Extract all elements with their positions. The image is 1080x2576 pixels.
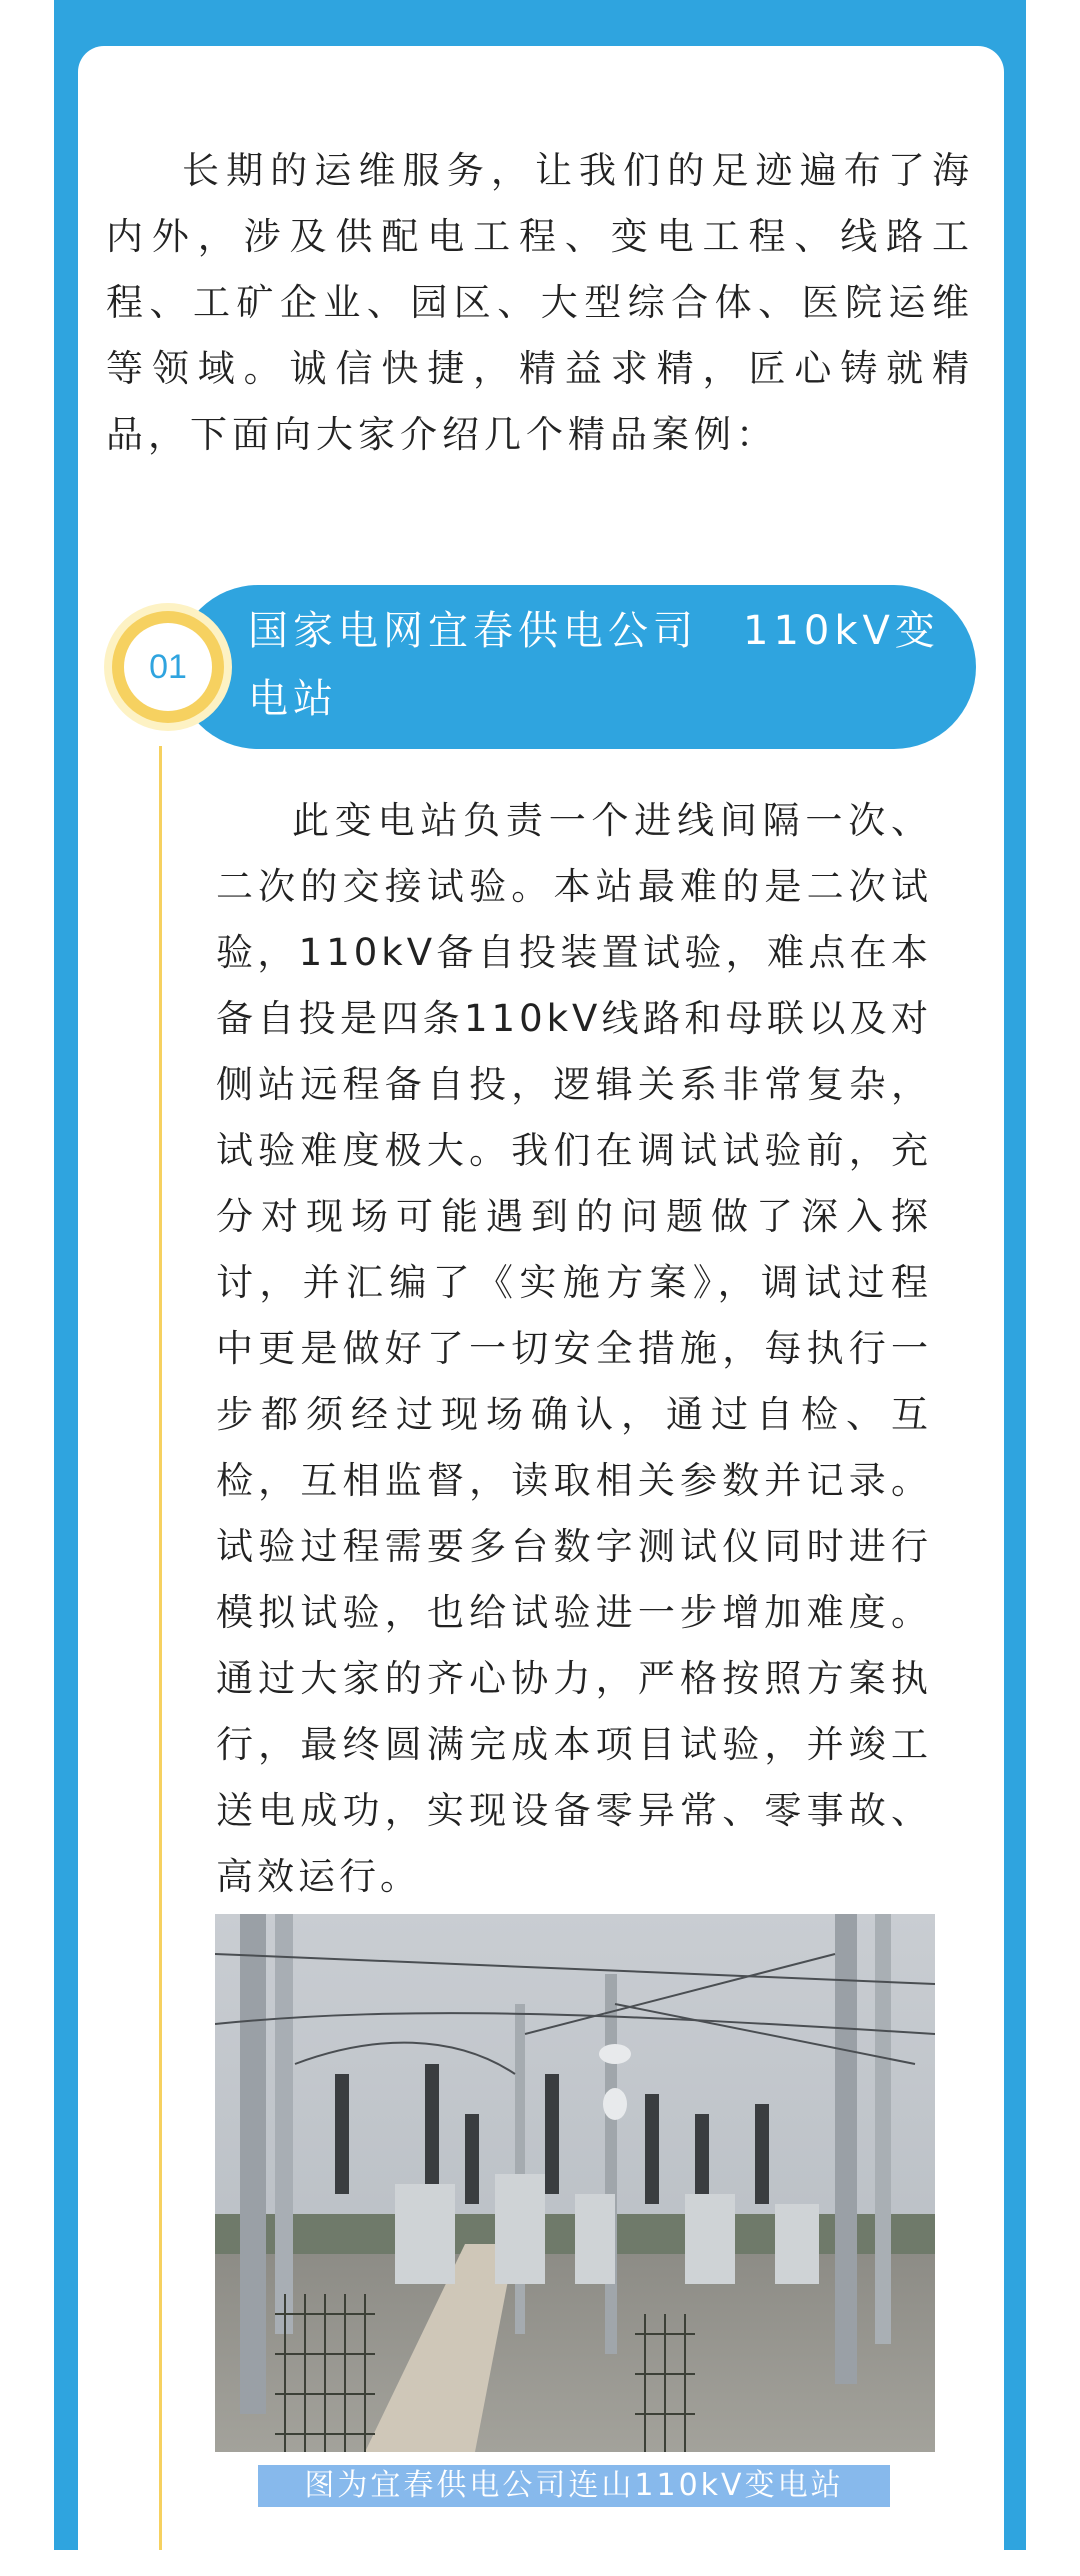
photo-caption: 图为宜春供电公司连山110kV变电站 [258,2465,890,2507]
substation-photo [215,1914,935,2452]
intro-paragraph: 长期的运维服务，让我们的足迹遍布了海内外，涉及供配电工程、变电工程、线路工程、工矿企业、园区、大型综合体、医院运维等领域。诚信快捷，精益求精，匠心铸就精品，下面向大家介绍几个精品案例： [106,149,974,456]
timeline-line [159,746,162,2550]
section-number: 01 [124,623,212,711]
section-paragraph: 此变电站负责一个进线间隔一次、二次的交接试验。本站最难的是二次试验，110kV备自投装置试验，难点在本备自投是四条110kV线路和母联以及对侧站远程备自投，逻辑关系非常复杂，试验难度极大。我们在调试试验前，充分对现场可能遇到的问题做了深入探讨，并汇编了《实施方案》，调试过程中更是做好了一切安全措施，每执行一步都须经过现场确认，通过自检、互检，互相监督，读取相关参数并记录。试验过程需要多台数字测试仪同时进行模拟试验，也给试验进一步增加难度。通过大家的齐心协力，严格按照方案执行，最终圆满完成本项目试验，并竣工送电成功，实现设备零异常、零事故、高效运行。 [216,799,932,1898]
section-title: 国家电网宜春供电公司 110kV变电站 [248,608,940,722]
